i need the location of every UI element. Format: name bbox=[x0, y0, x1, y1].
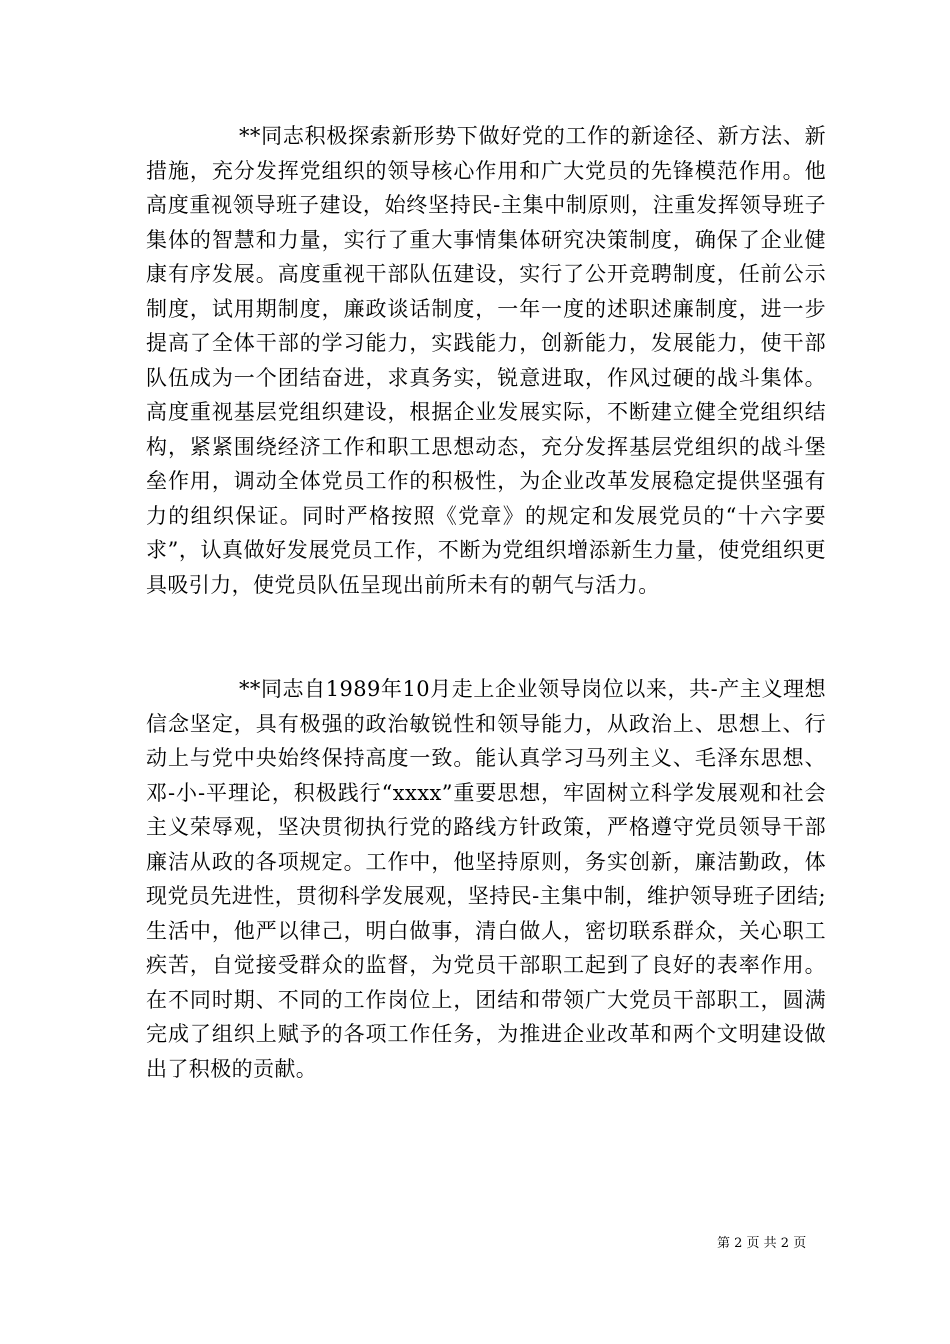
body-paragraph-1: **同志积极探索新形势下做好党的工作的新途径、新方法、新措施，充分发挥党组织的领导核心作用和广大党员的先锋模范作用。他高度重视领导班子建设，始终坚持民-主集中制原则，注重发挥领导班子集体的智慧和力量，实行了重大事情集体研究决策制度，确保了企业健康有序发展。高度重视干部队伍建设，实行了公开竞聘制度，任前公示制度，试用期制度，廉政谈话制度，一年一度的述职述廉制度，进一步提高了全体干部的学习能力，实践能力，创新能力，发展能力，使干部队伍成为一个团结奋进，求真务实，锐意进取，作风过硬的战斗集体。高度重视基层党组织建设，根据企业发展实际，不断建立健全党组织结构，紧紧围绕经济工作和职工思想动态，充分发挥基层党组织的战斗堡垒作用，调动全体党员工作的积极性，为企业改革发展稳定提供坚强有力的组织保证。同时严格按照《党章》的规定和发展党员的“十六字要求”，认真做好发展党员工作，不断为党组织增添新生力量，使党组织更具吸引力，使党员队伍呈现出前所未有的朝气与活力。 bbox=[146, 124, 826, 597]
body-paragraph-2: **同志自1989年10月走上企业领导岗位以来，共-产主义理想信念坚定，具有极强的政治敏锐性和领导能力，从政治上、思想上、行动上与党中央始终保持高度一致。能认真学习马列主义、毛泽东思想、邓-小-平理论，积极践行“xxxx”重要思想，牢固树立科学发展观和社会主义荣辱观，坚决贯彻执行党的路线方针政策，严格遵守党员领导干部廉洁从政的各项规定。工作中，他坚持原则，务实创新，廉洁勤政，体现党员先进性，贯彻科学发展观，坚持民-主集中制，维护领导班子团结;生活中，他严以律己，明白做事，清白做人，密切联系群众，关心职工疾苦，自觉接受群众的监督，为党员干部职工起到了良好的表率作用。在不同时期、不同的工作岗位上，团结和带领广大党员干部职工，圆满完成了组织上赋予的各项工作任务，为推进企业改革和两个文明建设做出了积极的贡献。 bbox=[146, 677, 826, 1081]
page-number-footer: 第 2 页 共 2 页 bbox=[717, 1236, 807, 1251]
